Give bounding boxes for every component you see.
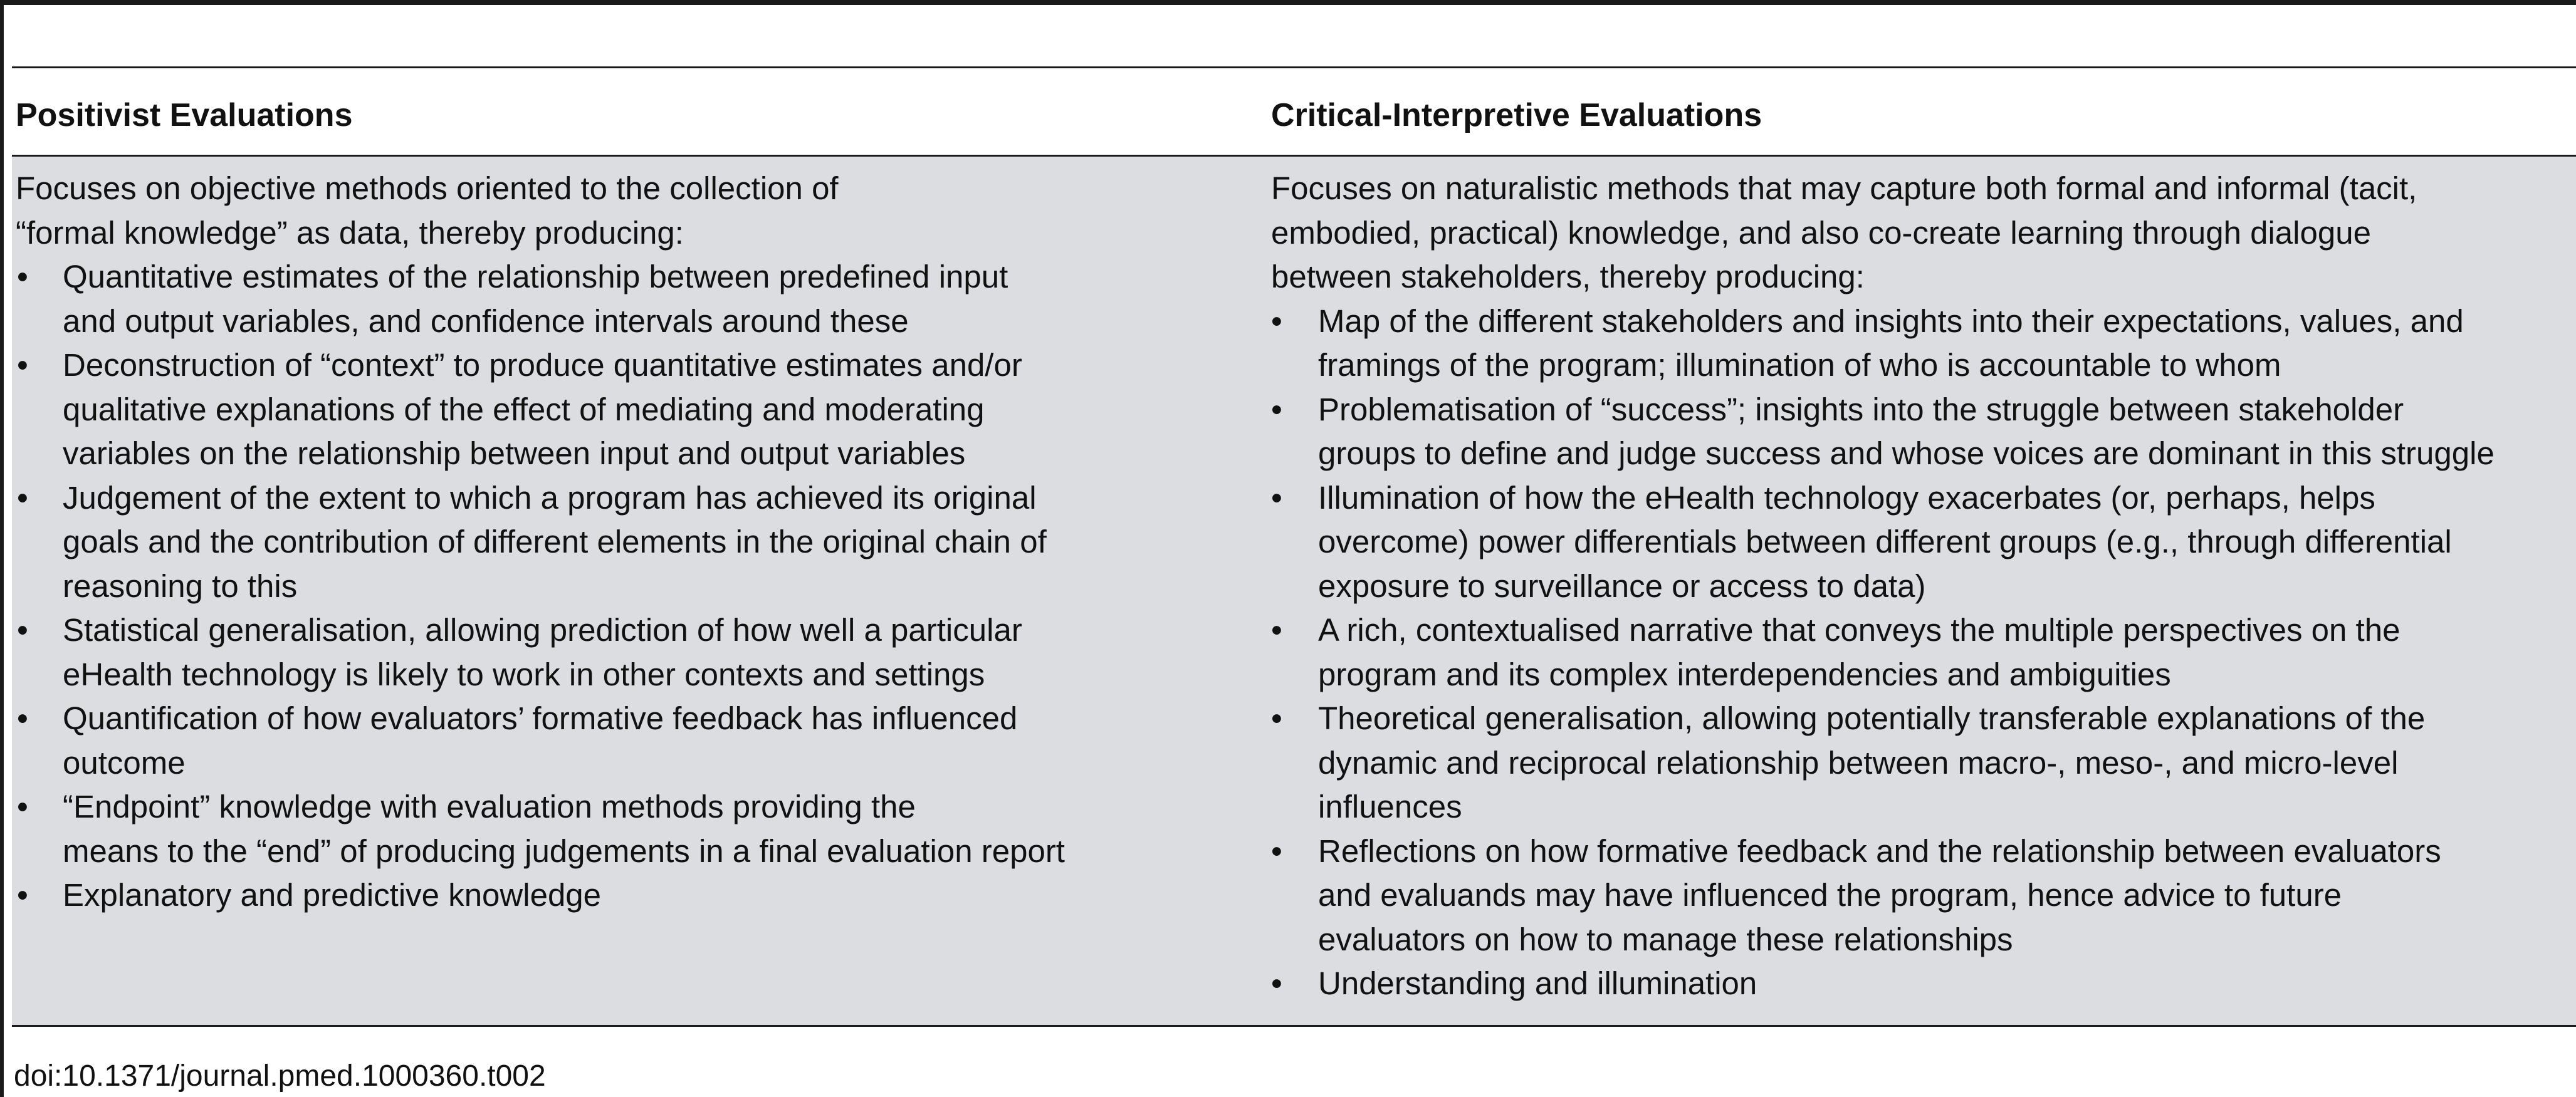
list-item	[16, 873, 1257, 918]
list-item	[16, 785, 1257, 873]
table-body-row	[12, 157, 2576, 1025]
list-item	[16, 608, 1257, 697]
positivist-bullet-list	[16, 255, 1257, 918]
critical-intro-line: embodied, practical) knowledge, and also co-create learning through dialogue	[1271, 214, 2371, 251]
list-item	[16, 255, 1257, 343]
header-positivist: Positivist Evaluations	[16, 97, 353, 133]
bullet-icon: •	[17, 612, 28, 648]
list-item-text: Statistical generalisation, allowing prediction of how well a particular eHealth technology is likely to work in other contexts and settings	[63, 612, 1022, 692]
list-item-text: Map of the different stakeholders and insights into their expectations, values, and framings of the program; illumination of who is accountable to whom	[1318, 303, 2464, 383]
list-item	[1271, 962, 2576, 1006]
positivist-column	[16, 167, 1257, 918]
list-item-text: A rich, contextualised narrative that conveys the multiple perspectives on the program and its complex interdependencies and ambiguities	[1318, 612, 2401, 692]
list-item	[1271, 697, 2576, 829]
bullet-icon: •	[17, 347, 28, 383]
bullet-icon: •	[1271, 965, 1282, 1001]
positivist-intro-line: Focuses on objective methods oriented to the collection of	[16, 170, 839, 206]
list-item-text: Quantitative estimates of the relationship between predefined input and output variables, and confidence intervals around these	[63, 259, 1008, 339]
list-item-text: Illumination of how the eHealth technology exacerbates (or, perhaps, helps overcome) power differentials between different groups (e.g., through differential exposure to surveillance or access to data)	[1318, 479, 2452, 604]
bullet-icon: •	[1271, 303, 1282, 339]
table-bottom-rule	[12, 1025, 2576, 1027]
list-item-text: Understanding and illumination	[1318, 965, 1757, 1001]
list-item	[1271, 608, 2576, 697]
positivist-intro-line: “formal knowledge” as data, thereby producing:	[16, 214, 684, 251]
bullet-icon: •	[1271, 391, 1282, 427]
critical-intro-line: Focuses on naturalistic methods that may capture both formal and informal (tacit,	[1271, 170, 2417, 206]
critical-bullet-list	[1271, 299, 2576, 1006]
list-item-text: Deconstruction of “context” to produce quantitative estimates and/or qualitative explanations of the effect of mediating and moderating variables on the relationship between input and output variables	[63, 347, 1022, 471]
list-item	[1271, 476, 2576, 609]
bullet-icon: •	[1271, 612, 1282, 648]
bullet-icon: •	[17, 700, 28, 736]
list-item-text: Problematisation of “success”; insights into the struggle between stakeholder groups to define and judge success and whose voices are dominant in this struggle	[1318, 391, 2495, 471]
critical-intro-line: between stakeholders, thereby producing:	[1271, 259, 1865, 294]
list-item	[16, 343, 1257, 476]
bullet-icon: •	[17, 479, 28, 516]
bullet-icon: •	[17, 259, 28, 294]
list-item-text: “Endpoint” knowledge with evaluation methods providing the means to the “end” of producing judgements in a final evaluation report	[63, 789, 1065, 869]
list-item	[1271, 388, 2576, 476]
bullet-icon: •	[17, 789, 28, 824]
list-item	[1271, 299, 2576, 388]
list-item	[1271, 829, 2576, 962]
list-item-text: Explanatory and predictive knowledge	[63, 877, 602, 913]
bullet-icon: •	[1271, 479, 1282, 516]
bullet-icon: •	[17, 877, 28, 913]
list-item-text: Theoretical generalisation, allowing potentially transferable explanations of the dynamic and reciprocal relationship between macro-, meso-, and micro-level influences	[1318, 700, 2426, 824]
list-item-text: Judgement of the extent to which a program has achieved its original goals and the contribution of different elements in the original chain of reasoning to this	[63, 479, 1047, 604]
left-border-rule	[0, 0, 4, 1097]
header-critical-interpretive: Critical-Interpretive Evaluations	[1271, 97, 1762, 133]
bullet-icon: •	[1271, 700, 1282, 736]
list-item	[16, 476, 1257, 609]
list-item-text: Quantification of how evaluators’ formative feedback has influenced outcome	[63, 700, 1018, 781]
list-item-text: Reflections on how formative feedback and the relationship between evaluators and evaluands may have influenced the program, hence advice to future evaluators on how to manage these relationships	[1318, 833, 2441, 957]
critical-interpretive-column	[1271, 167, 2576, 1006]
list-item	[16, 697, 1257, 785]
table-header-row	[12, 68, 2576, 155]
bullet-icon: •	[1271, 833, 1282, 869]
top-border-rule	[0, 0, 2576, 5]
doi-caption: doi:10.1371/journal.pmed.1000360.t002	[14, 1059, 546, 1093]
